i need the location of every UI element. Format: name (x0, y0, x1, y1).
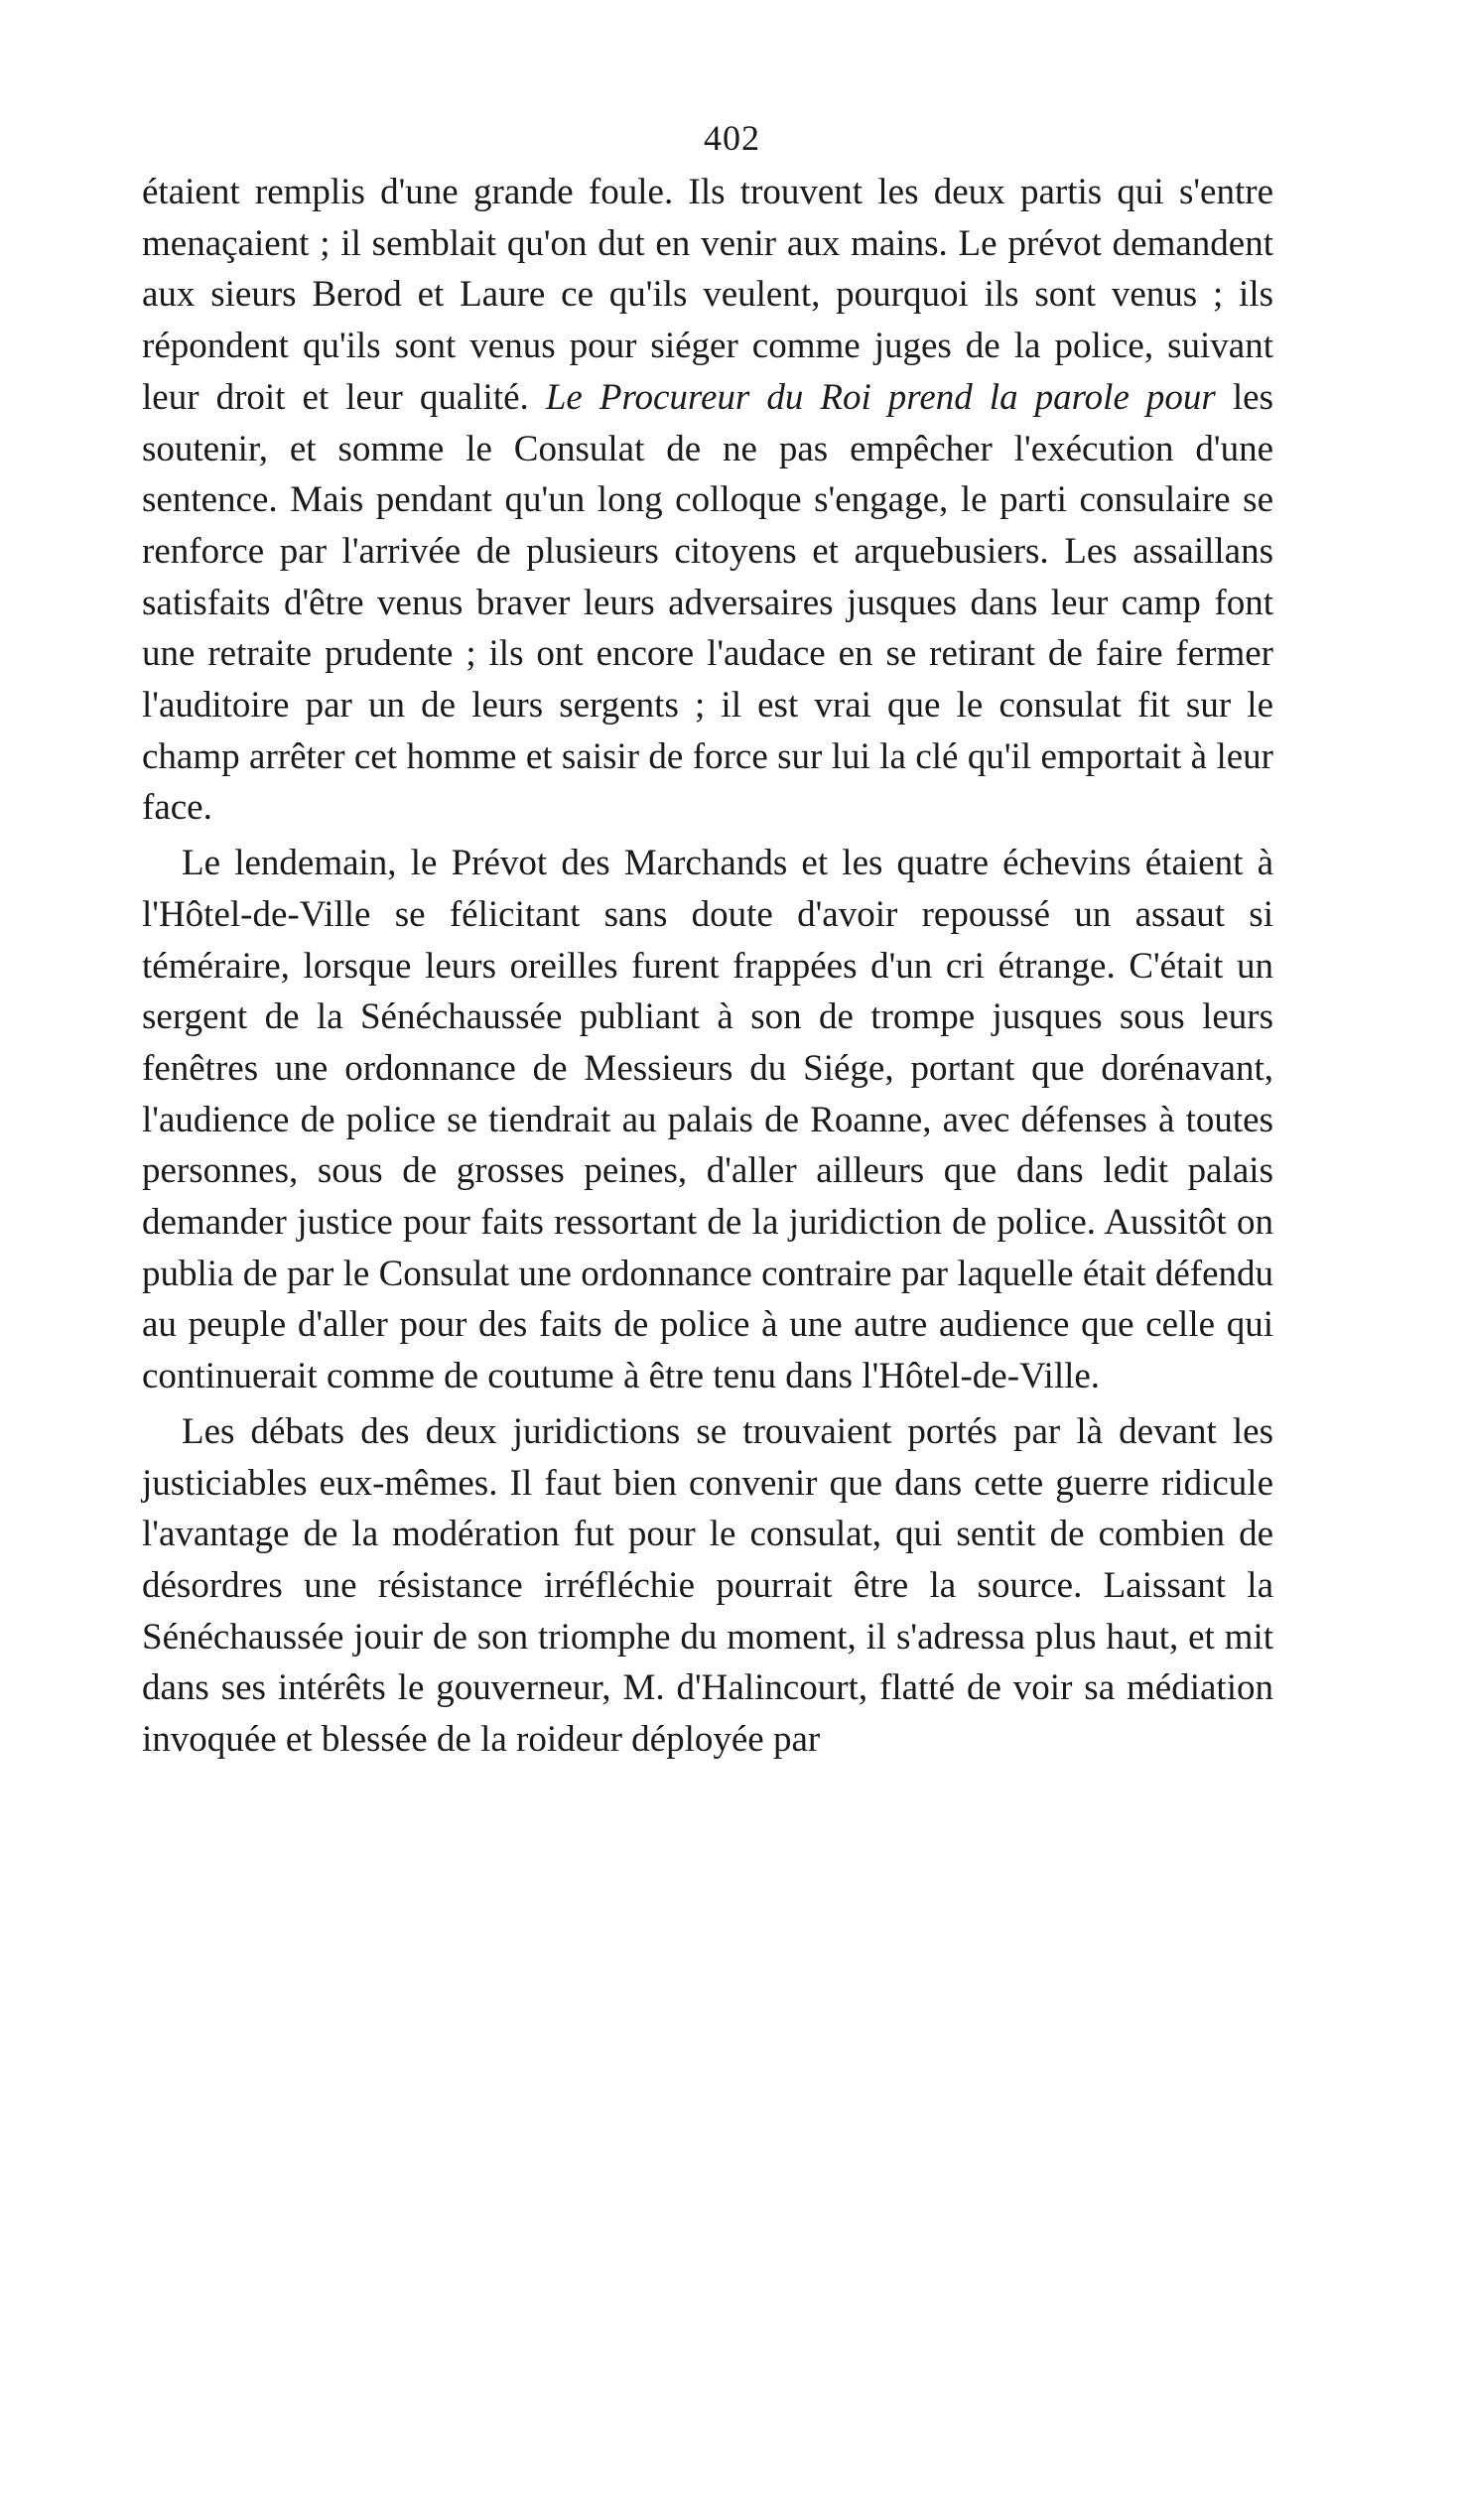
paragraph-1-text-italic: Le Procureur du Roi prend la parole pour (545, 376, 1216, 418)
paragraph-1-text-b: les soutenir, et somme le Consulat de ne pas empêcher l'exécution d'une sentence. Mais pendant qu'un long colloque s'engage, le parti consulaire se renforce par l'arrivée de plusieurs citoyens et arquebusiers. Les assaillans satisfaits d'être venus braver leurs adversaires jusques dans leur camp font une retraite prudente ; ils ont encore l'audace en se retirant de faire fermer l'auditoire par un de leurs sergents ; il est vrai que le consulat fit sur le champ arrêter cet homme et saisir de force sur lui la clé qu'il emportait à leur face. (142, 376, 1273, 829)
body-text (142, 167, 1273, 1766)
page-number: 402 (704, 118, 760, 158)
paragraph-3-text: Les débats des deux juridictions se trouvaient portés par là devant les justiciables eux-mêmes. Il faut bien convenir que dans cette guerre ridicule l'avantage de la modération fut pour le consulat, qui sentit de combien de désordres une résistance irréfléchie pourrait être la source. Laissant la Sénéchaussée jouir de son triomphe du moment, il s'adressa plus haut, et mit dans ses intérêts le gouverneur, M. d'Halincourt, flatté de voir sa médiation invoquée et blessée de la roideur déployée par (142, 1410, 1273, 1761)
paragraph-2 (142, 838, 1273, 1402)
paragraph-3 (142, 1406, 1273, 1766)
paragraph-1 (142, 167, 1273, 834)
paragraph-2-text: Le lendemain, le Prévot des Marchands et les quatre échevins étaient à l'Hôtel-de-Ville se félicitant sans doute d'avoir repoussé un assaut si téméraire, lorsque leurs oreilles furent frappées d'un cri étrange. C'était un sergent de la Sénéchaussée publiant à son de trompe jusques sous leurs fenêtres une ordonnance de Messieurs du Siége, portant que dorénavant, l'audience de police se tiendrait au palais de Roanne, avec défenses à toutes personnes, sous de grosses peines, d'aller ailleurs que dans ledit palais demander justice pour faits ressortant de la juridiction de police. Aussitôt on publia de par le Consulat une ordonnance contraire par laquelle était défendu au peuple d'aller pour des faits de police à une autre audience que celle qui continuerait comme de coutume à être tenu dans l'Hôtel-de-Ville. (142, 843, 1273, 1397)
paragraph-1-text-a: étaient remplis d'une grande foule. Ils trouvent les deux partis qui s'entre menaçaient ; il semblait qu'on dut en venir aux mains. Le prévot demandent aux sieurs Berod et Laure ce qu'ils veulent, pourquoi ils sont venus ; ils répondent qu'ils sont venus pour siéger comme juges de la police, suivant leur droit et leur qualité. (142, 172, 1273, 418)
